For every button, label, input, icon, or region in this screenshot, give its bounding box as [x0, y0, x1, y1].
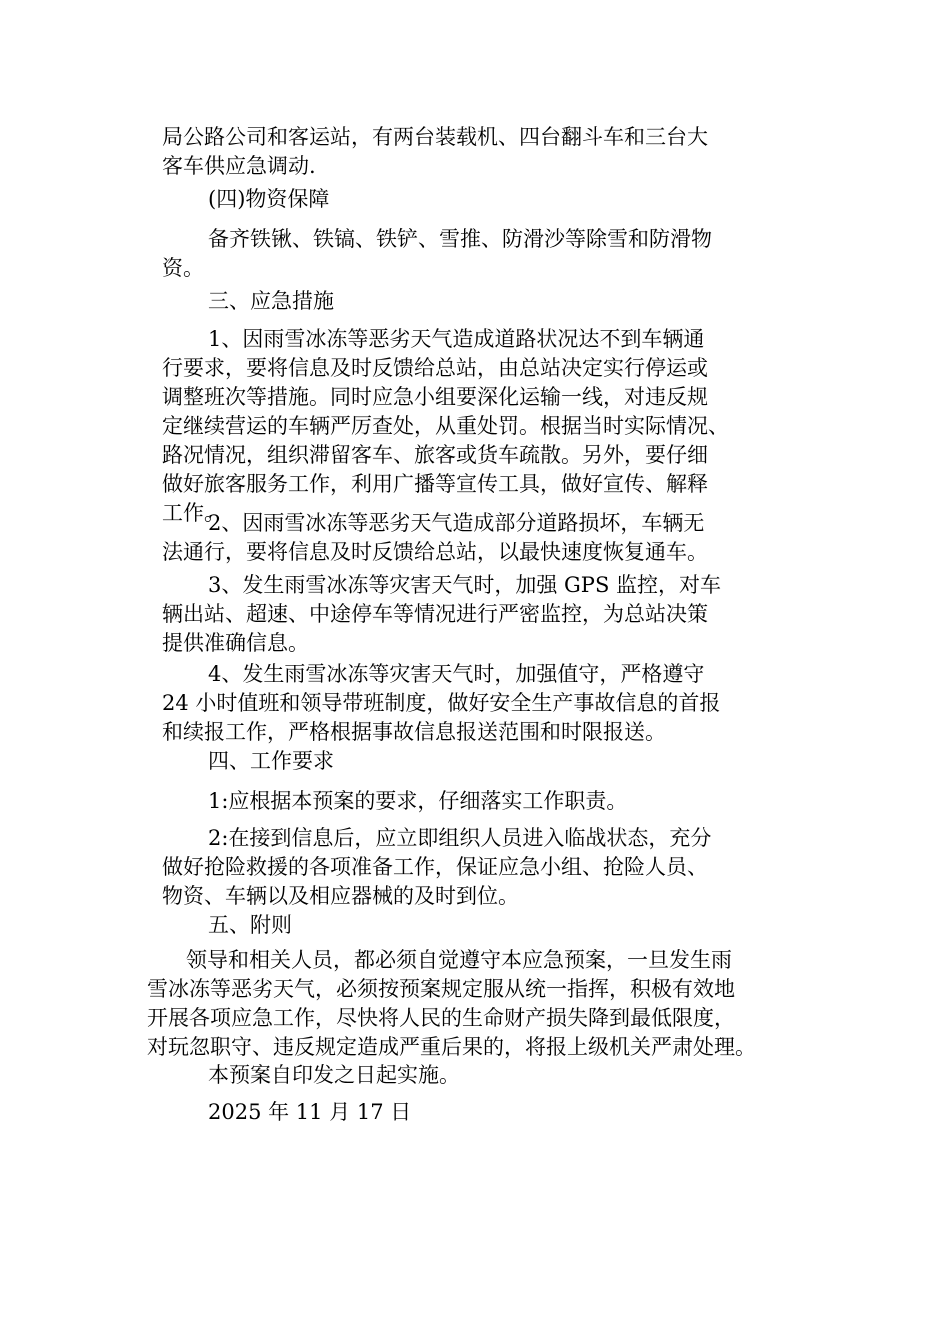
date-text: 2025 年 11 月 17 日 — [208, 1100, 412, 1124]
paragraph-measure-2 — [208, 509, 704, 538]
paragraph-measure-2-cont — [162, 538, 708, 567]
text-line: 物资、车辆以及相应器械的及时到位。 — [162, 884, 519, 908]
text-line: 领导和相关人员，都必须自觉遵守本应急预案，一旦发生雨 — [186, 948, 732, 972]
paragraph-requirement-2-cont — [162, 853, 708, 911]
paragraph-measure-1-cont — [162, 354, 729, 528]
paragraph-equipment-continued — [162, 123, 708, 181]
text-line: 雪冰冻等恶劣天气，必须按预案规定服从统一指挥，积极有效地 — [147, 977, 735, 1001]
paragraph-requirement-1 — [208, 787, 627, 816]
paragraph-materials — [208, 225, 712, 254]
text-line: 2:在接到信息后，应立即组织人员进入临战状态，充分 — [208, 826, 712, 850]
text-line: 定继续营运的车辆严厉查处，从重处罚。根据当时实际情况、 — [162, 414, 729, 438]
text-line: 路况情况，组织滞留客车、旅客或货车疏散。另外，要仔细 — [162, 443, 708, 467]
heading-materials — [208, 185, 329, 214]
heading-text: 三、应急措施 — [208, 289, 334, 313]
text-line: 调整班次等措施。同时应急小组要深化运输一线，对违反规 — [162, 385, 708, 409]
paragraph-requirement-2 — [208, 824, 711, 853]
text-line: 做好旅客服务工作，利用广播等宣传工具，做好宣传、解释 — [162, 472, 708, 496]
heading-supplementary-provisions — [208, 911, 292, 940]
paragraph-measure-3-cont — [162, 600, 708, 658]
text-line: 提供准确信息。 — [162, 631, 309, 655]
heading-text: (四)物资保障 — [208, 187, 330, 211]
heading-text: 四、工作要求 — [208, 749, 334, 773]
text-line: 3、发生雨雪冰冻等灾害天气时，加强 GPS 监控，对车 — [208, 573, 722, 597]
text-line: 工作。 — [162, 501, 225, 525]
paragraph-materials-cont — [162, 254, 204, 283]
paragraph-measure-1 — [208, 325, 704, 354]
text-line: 开展各项应急工作，尽快将人民的生命财产损失降到最低限度， — [147, 1006, 735, 1030]
text-line: 2、因雨雪冰冻等恶劣天气造成部分道路损坏，车辆无 — [208, 511, 705, 535]
paragraph-measure-4 — [208, 660, 704, 689]
paragraph-effective-date-note — [208, 1061, 460, 1090]
text-line: 对玩忽职守、违反规定造成严重后果的，将报上级机关严肃处理。 — [147, 1035, 756, 1059]
paragraph-measure-3 — [208, 571, 721, 600]
heading-text: 五、附则 — [208, 913, 292, 937]
paragraph-measure-4-cont — [162, 689, 720, 747]
text-line: 客车供应急调动. — [162, 154, 316, 178]
text-line: 1、因雨雪冰冻等恶劣天气造成道路状况达不到车辆通 — [208, 327, 705, 351]
text-line: 备齐铁锹、铁镐、铁铲、雪推、防滑沙等除雪和防滑物 — [208, 227, 712, 251]
text-line: 和续报工作，严格根据事故信息报送范围和时限报送。 — [162, 720, 666, 744]
text-line: 辆出站、超速、中途停车等情况进行严密监控，为总站决策 — [162, 602, 708, 626]
paragraph-provisions-cont — [147, 975, 756, 1062]
paragraph-provisions — [186, 946, 732, 975]
text-line: 本预案自印发之日起实施。 — [208, 1063, 460, 1087]
heading-emergency-measures — [208, 287, 334, 316]
text-line: 法通行，要将信息及时反馈给总站，以最快速度恢复通车。 — [162, 540, 708, 564]
text-line: 行要求，要将信息及时反馈给总站，由总站决定实行停运或 — [162, 356, 708, 380]
text-line: 局公路公司和客运站，有两台装载机、四台翻斗车和三台大 — [162, 125, 708, 149]
heading-work-requirements — [208, 747, 334, 776]
text-line: 做好抢险救援的各项准备工作，保证应急小组、抢险人员、 — [162, 855, 708, 879]
text-line: 24 小时值班和领导带班制度，做好安全生产事故信息的首报 — [162, 691, 721, 715]
text-line: 资。 — [162, 256, 204, 280]
document-date — [208, 1098, 411, 1127]
text-line: 1:应根据本预案的要求，仔细落实工作职责。 — [208, 789, 628, 813]
text-line: 4、发生雨雪冰冻等灾害天气时，加强值守，严格遵守 — [208, 662, 705, 686]
